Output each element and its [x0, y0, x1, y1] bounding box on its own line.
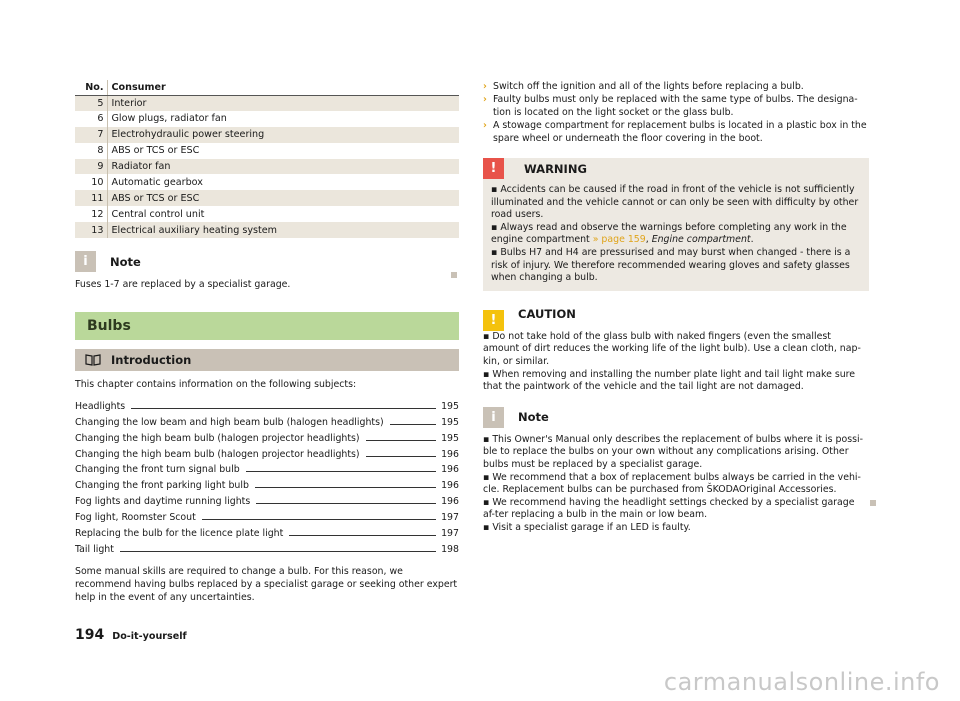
toc-item[interactable]	[75, 412, 459, 428]
page-link[interactable]: » page 159	[592, 234, 646, 246]
note-box-right	[483, 407, 869, 535]
instruction-list	[483, 80, 869, 145]
toc-item[interactable]	[75, 491, 459, 507]
table-row	[75, 159, 459, 175]
toc-page: 195	[441, 432, 459, 444]
toc-item[interactable]	[75, 396, 459, 412]
toc-title: Changing the high beam bulb (halogen projector headlights)	[75, 448, 360, 460]
right-column	[483, 80, 869, 534]
note-box-left	[75, 251, 459, 291]
table-row	[75, 143, 459, 159]
toc-page: 196	[441, 496, 459, 508]
fuse-consumer: Radiator fan	[107, 159, 459, 175]
list-item: › Switch off the ignition and all of the lights before replacing a bulb.	[483, 81, 804, 92]
page-footer	[75, 627, 187, 643]
left-column	[75, 80, 459, 604]
note-item: ▪ We recommend having the headlight settings checked by a specialist garage af-ter replacing a bulb in the main or low beam.	[483, 496, 855, 521]
toc-item[interactable]	[75, 475, 459, 491]
header-consumer: Consumer	[107, 80, 459, 95]
introduction-lead: This chapter contains information on the following subjects:	[75, 379, 357, 391]
fuse-no: 7	[75, 127, 107, 143]
note-item: ▪ This Owner's Manual only describes the replacement of bulbs where it is possi-ble to replace the bulbs on your own without any complications arising. Other bulbs must be replaced by a specialist garage.	[483, 433, 863, 470]
warning-item: ▪ Bulbs H7 and H4 are pressurised and may burst when changed - there is a risk of injury. We therefore recommended wearing gloves and safety glasses when changing a bulb.	[491, 246, 851, 284]
toc-title: Replacing the bulb for the licence plate light	[75, 528, 284, 540]
caution-body	[483, 331, 869, 394]
table-row	[75, 174, 459, 190]
warning-item: ▪ Always read and observe the warnings before completing any work in the engine compartment » page 159, Engine compartment.	[491, 221, 847, 246]
note-text: Fuses 1-7 are replaced by a specialist garage.	[75, 279, 291, 291]
toc-title: Fog lights and daytime running lights	[75, 496, 251, 508]
table-row	[75, 111, 459, 127]
fuse-no: 11	[75, 190, 107, 206]
end-of-section-marker	[451, 272, 457, 278]
fuse-consumer: Electrical auxiliary heating system	[107, 222, 459, 238]
fuse-consumer: Central control unit	[111, 208, 205, 220]
fuse-table	[75, 80, 459, 238]
chevron-right-icon: ›	[483, 120, 487, 131]
introduction-paragraph: Some manual skills are required to change a bulb. For this reason, we recommend having bulbs replaced by a specialist garage or seeking other expert help in the event of any uncertainties.	[75, 565, 458, 603]
note-item: ▪ Visit a specialist garage if an LED is faulty.	[483, 521, 691, 533]
toc-title: Fog light, Roomster Scout	[75, 512, 196, 524]
fuse-no: 8	[75, 143, 107, 159]
toc-page: 197	[441, 512, 459, 524]
toc-item[interactable]	[75, 444, 459, 460]
book-icon	[85, 354, 101, 366]
table-row	[75, 127, 459, 143]
page-number: 194	[75, 627, 105, 643]
caution-title: CAUTION	[518, 307, 576, 322]
caution-icon: !	[483, 310, 504, 331]
toc-title: Changing the low beam and high beam bulb (halogen headlights)	[75, 416, 384, 428]
toc-item[interactable]	[75, 428, 459, 444]
fuse-consumer: ABS or TCS or ESC	[107, 190, 459, 206]
toc-title: Changing the front turn signal bulb	[75, 464, 240, 476]
table-of-contents	[75, 396, 459, 555]
info-icon: i	[483, 407, 504, 428]
list-item: › Faulty bulbs must only be replaced with the same type of bulbs. The designa-tion is located on the light socket or the glass bulb.	[483, 94, 858, 118]
caution-header	[483, 304, 869, 329]
info-icon: i	[75, 251, 96, 272]
note-body	[483, 434, 869, 535]
toc-page: 196	[441, 480, 459, 492]
warning-icon: !	[483, 158, 504, 179]
warning-title: WARNING	[524, 161, 587, 176]
table-row	[75, 206, 459, 222]
fuse-consumer: Automatic gearbox	[111, 176, 203, 188]
fuse-consumer: Glow plugs, radiator fan	[111, 113, 227, 125]
watermark: carmanualsonline.info	[663, 668, 940, 696]
table-row	[75, 222, 459, 238]
toc-item[interactable]	[75, 507, 459, 523]
header-no: No.	[75, 80, 107, 95]
fuse-no: 13	[75, 222, 107, 238]
table-row	[75, 95, 459, 111]
fuse-no: 10	[75, 174, 107, 190]
chevron-right-icon: ›	[483, 94, 487, 105]
caution-box	[483, 304, 869, 394]
introduction-title: Introduction	[111, 353, 192, 368]
toc-page: 195	[441, 400, 459, 412]
introduction-header	[75, 349, 459, 371]
fuse-no: 9	[75, 159, 107, 175]
fuse-no: 6	[75, 111, 107, 127]
fuse-consumer: ABS or TCS or ESC	[111, 145, 200, 157]
caution-item: ▪ Do not take hold of the glass bulb with naked fingers (even the smallest amount of dirt reduces the working life of the light bulb). Use a clean cloth, nap-kin, or similar.	[483, 330, 861, 367]
toc-item[interactable]	[75, 460, 459, 476]
note-item: ▪ We recommend that a box of replacement bulbs always be carried in the vehi-cle. Replacement bulbs can be purchased from ŠKODAOriginal Accessories.	[483, 471, 861, 496]
toc-page: 196	[441, 448, 459, 460]
table-row	[75, 190, 459, 206]
toc-item[interactable]	[75, 523, 459, 539]
chevron-right-icon: ›	[483, 81, 487, 92]
toc-title: Changing the high beam bulb (halogen projector headlights)	[75, 432, 360, 444]
warning-box	[483, 158, 869, 291]
note-title: Note	[518, 410, 549, 425]
toc-page: 198	[441, 543, 459, 555]
note-header	[75, 251, 459, 272]
toc-title: Headlights	[75, 400, 126, 412]
note-header	[483, 407, 869, 428]
toc-title: Tail light	[75, 543, 114, 555]
warning-item: ▪ Accidents can be caused if the road in front of the vehicle is not sufficiently illuminated and the vehicle cannot or can only be seen with difficulty by other road users.	[491, 184, 859, 221]
section-reference: Engine compartment	[651, 234, 751, 246]
fuse-consumer: Electrohydraulic power steering	[107, 127, 459, 143]
toc-page: 196	[441, 464, 459, 476]
toc-page: 197	[441, 528, 459, 540]
fuse-table-header	[75, 80, 459, 95]
toc-item[interactable]	[75, 539, 459, 555]
list-item: › A stowage compartment for replacement bulbs is located in a plastic box in the spare wheel or underneath the floor covering in the boot.	[483, 120, 867, 144]
end-of-section-marker	[870, 500, 876, 506]
section-name: Do-it-yourself	[112, 631, 187, 642]
fuse-no: 5	[75, 95, 107, 111]
toc-title: Changing the front parking light bulb	[75, 480, 249, 492]
section-title-bulbs: Bulbs	[75, 312, 459, 340]
fuse-no: 12	[75, 206, 107, 222]
toc-page: 195	[441, 416, 459, 428]
fuse-consumer: Interior	[107, 95, 459, 111]
note-title: Note	[110, 254, 141, 269]
caution-item: ▪ When removing and installing the number plate light and tail light make sure that the paintwork of the vehicle and the tail light are not damaged.	[483, 368, 856, 393]
warning-header	[483, 158, 869, 179]
warning-body	[483, 179, 869, 291]
